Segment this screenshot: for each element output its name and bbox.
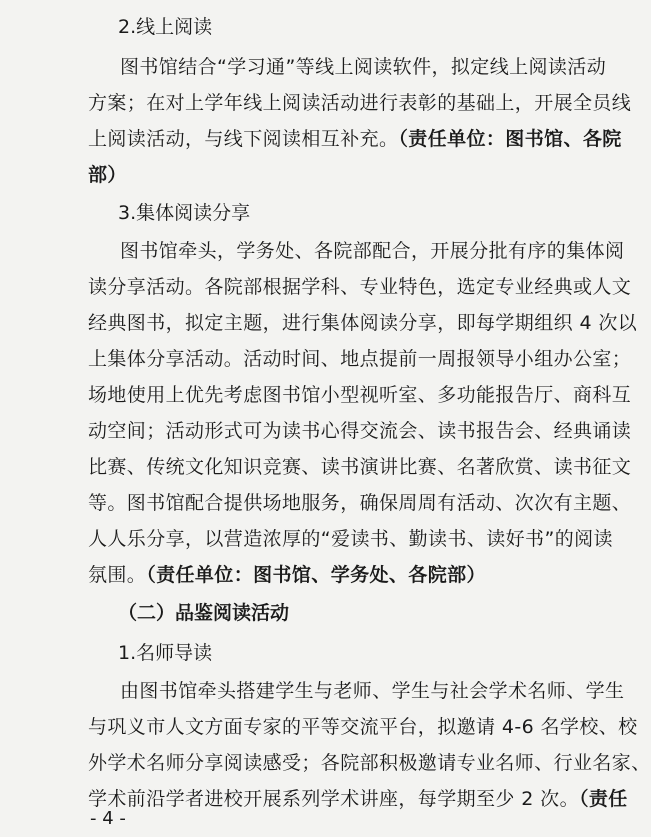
paragraph-line: 场地使用上优先考虑图书馆小型视听室、多功能报告厅、商科互: [88, 384, 632, 406]
paragraph-line: [88, 124, 622, 151]
paragraph-line: 与巩义市人文方面专家的平等交流平台，拟邀请 4-6 名学校、校: [88, 716, 638, 738]
paragraph-line: 由图书馆牵头搭建学生与老师、学生与社会学术名师、学生: [120, 680, 625, 702]
paragraph-line: 经典图书，拟定主题，进行集体阅读分享，即每学期组织 4 次以: [88, 312, 638, 334]
responsibility-note-cont: 部）: [88, 164, 127, 186]
paragraph-line: 上集体分享活动。活动时间、地点提前一周报领导小组办公室；: [88, 348, 632, 370]
page-number: - 4 -: [90, 808, 126, 829]
paragraph-line: 等。图书馆配合提供场地服务，确保周周有活动、次次有主题、: [88, 492, 632, 514]
paragraph-line: 人人乐分享，以营造浓厚的“爱读书、勤读书、读好书”的阅读: [88, 528, 613, 550]
paragraph-text: 学术前沿学者进校开展系列学术讲座，每学期至少 2 次。: [88, 788, 579, 810]
paragraph-text: 上阅读活动，与线下阅读相互补充。: [88, 128, 399, 150]
paragraph-line: [88, 560, 548, 587]
paragraph-line: [88, 784, 628, 811]
paragraph-line: 外学术名师分享阅读感受；各院部积极邀请专业名师、行业名家、: [88, 752, 651, 774]
paragraph-line: 比赛、传统文化知识竞赛、读书演讲比赛、名著欣赏、读书征文: [88, 456, 632, 478]
paragraph-line: 图书馆结合“学习通”等线上阅读软件，拟定线上阅读活动: [120, 56, 607, 78]
section-title-appreciation: （二）品鉴阅读活动: [118, 602, 290, 624]
section-title-online-reading: 2.线上阅读: [118, 16, 213, 38]
responsibility-note: （责任: [578, 788, 628, 810]
paragraph-line: 方案；在对上学年线上阅读活动进行表彰的基础上，开展全员线: [88, 92, 632, 114]
responsibility-note: （责任单位：图书馆、各院: [398, 128, 622, 150]
section-title-group-reading: 3.集体阅读分享: [118, 202, 251, 224]
paragraph-text: 氛围。: [88, 564, 147, 586]
paragraph-line: 动空间；活动形式可为读书心得交流会、读书报告会、经典诵读: [88, 420, 632, 442]
paragraph-line: 图书馆牵头，学务处、各院部配合，开展分批有序的集体阅: [120, 240, 625, 262]
paragraph-line: 读分享活动。各院部根据学科、专业特色，选定专业经典或人文: [88, 276, 632, 298]
section-title-mentor-reading: 1.名师导读: [118, 642, 213, 664]
responsibility-note: （责任单位：图书馆、学务处、各院部）: [146, 564, 486, 586]
